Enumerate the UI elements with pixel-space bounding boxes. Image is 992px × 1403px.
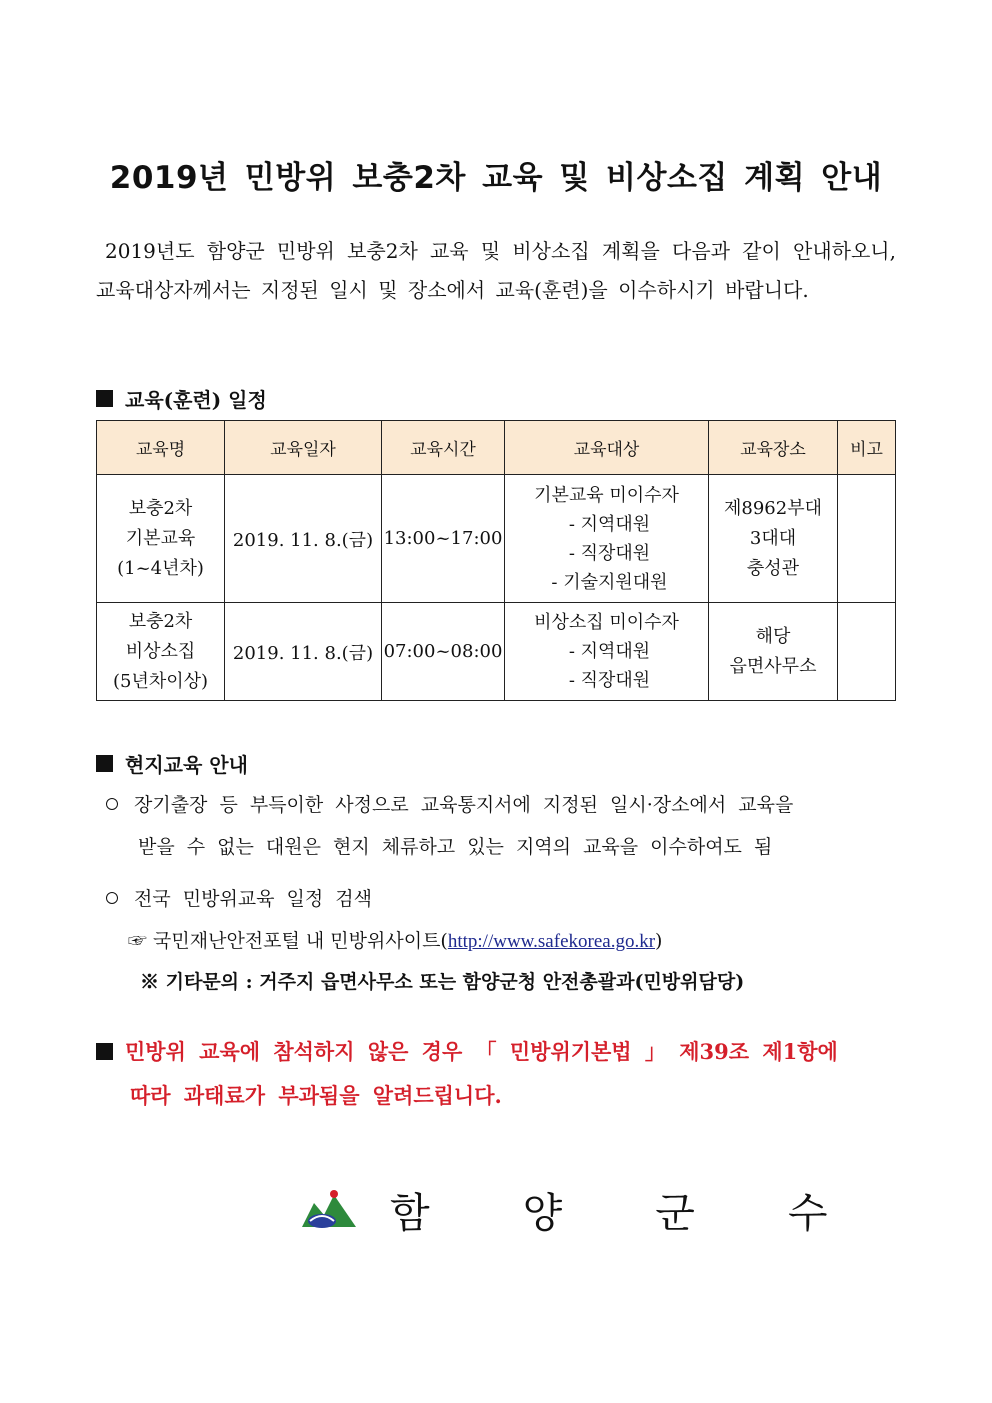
name-line: (5년차이상) [112, 670, 209, 692]
schedule-section-label: 교육(훈련) 일정 [125, 388, 267, 412]
local-section-heading [96, 749, 248, 778]
header-date: 교육일자 [225, 421, 382, 475]
local-item-1-line-2: 받을 수 없는 대원은 현지 체류하고 있는 지역의 교육을 이수하여도 됨 [138, 836, 773, 858]
portal-suffix: ) [655, 930, 663, 952]
header-target: 교육대상 [505, 421, 709, 475]
place-line: 해당 [755, 625, 791, 647]
target-line: - 직장대원 [568, 670, 651, 691]
place-line: 읍면사무소 [729, 655, 817, 677]
target-line: - 기술지원대원 [551, 571, 668, 593]
square-bullet-icon [96, 390, 113, 407]
circle-bullet-icon [106, 798, 118, 810]
name-line: 보충2차 [128, 497, 193, 519]
intro-paragraph: 2019년도 함양군 민방위 보충2차 교육 및 비상소집 계획을 다음과 같이 안내하오니, 교육대상자께서는 지정된 일시 및 장소에서 교육(훈련)을 이수하시기 바랍니다. [96, 239, 896, 302]
local-item-1 [106, 790, 906, 817]
table-header-row [97, 421, 896, 475]
target-line: 비상소집 미이수자 [534, 612, 679, 633]
inquiry-line: ※ 기타문의 : 거주지 읍면사무소 또는 함양군청 안전총괄과(민방위담당) [140, 971, 745, 993]
local-item-2 [106, 884, 906, 911]
cell-time: 07:00~08:00 [382, 603, 505, 701]
warning-line-1: 민방위 교육에 참석하지 않은 경우 「 민방위기본법 」 제39조 제1항에 [125, 1039, 838, 1064]
local-item-1-continued [138, 832, 908, 859]
header-time: 교육시간 [382, 421, 505, 475]
schedule-table [96, 420, 896, 701]
name-line: 보충2차 [128, 610, 193, 632]
cell-name [97, 475, 225, 603]
cell-note [838, 603, 896, 701]
footer-signature [300, 1180, 868, 1239]
warning-line-2: 따라 과태료가 부과됨을 알려드립니다. [130, 1083, 502, 1108]
table-row [97, 475, 896, 603]
circle-bullet-icon [106, 892, 118, 904]
cell-target [505, 603, 709, 701]
square-bullet-icon [96, 755, 113, 772]
warning-notice [96, 1030, 896, 1118]
cell-target [505, 475, 709, 603]
cell-time: 13:00~17:00 [382, 475, 505, 603]
cell-note [838, 475, 896, 603]
square-bullet-icon [96, 1043, 113, 1060]
header-place: 교육장소 [709, 421, 838, 475]
portal-line [128, 926, 928, 953]
cell-date: 2019. 11. 8.(금) [225, 603, 382, 701]
portal-prefix: ☞ 국민재난안전포털 내 민방위사이트( [128, 930, 448, 952]
target-line: 기본교육 미이수자 [534, 484, 679, 506]
target-line: - 지역대원 [568, 513, 651, 535]
target-line: - 지역대원 [568, 641, 651, 662]
page-title: 2019년 민방위 보충2차 교육 및 비상소집 계획 안내 [109, 160, 883, 196]
warning-line-1-row [96, 1030, 896, 1074]
cell-place [709, 603, 838, 701]
local-section-label: 현지교육 안내 [125, 753, 248, 777]
header-note: 비고 [838, 421, 896, 475]
safekorea-link[interactable]: http://www.safekorea.go.kr [447, 931, 656, 952]
footer-name: 함 양 군 수 [390, 1189, 868, 1237]
name-line: 비상소집 [125, 640, 196, 662]
target-line: - 직장대원 [568, 542, 651, 564]
place-line: 제8962부대 [724, 497, 822, 519]
local-item-2-text: 전국 민방위교육 일정 검색 [134, 888, 373, 910]
table-row [97, 603, 896, 701]
place-line: 충성관 [746, 557, 800, 579]
cell-name [97, 603, 225, 701]
place-line: 3대대 [749, 527, 797, 549]
local-item-1-line-1: 장기출장 등 부득이한 사정으로 교육통지서에 지정된 일시·장소에서 교육을 [134, 794, 794, 816]
schedule-section-heading [96, 384, 267, 413]
header-name: 교육명 [97, 421, 225, 475]
cell-date: 2019. 11. 8.(금) [225, 475, 382, 603]
name-line: 기본교육 [125, 527, 196, 549]
name-line: (1~4년차) [117, 557, 204, 579]
hamyang-emblem-icon [300, 1189, 358, 1231]
cell-place [709, 475, 838, 603]
